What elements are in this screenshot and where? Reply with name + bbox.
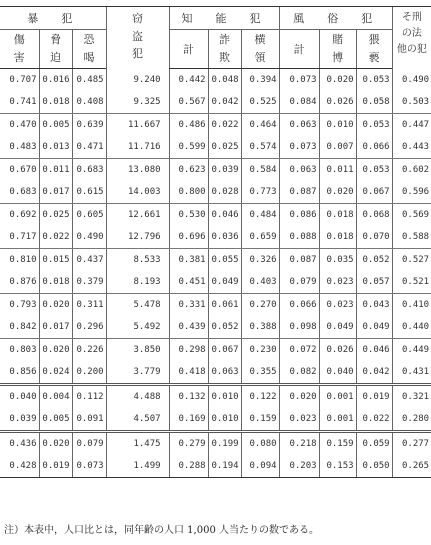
table-cell: 0.061: [208, 294, 241, 317]
table-row: [0, 339, 431, 362]
table-cell: 0.490: [392, 69, 431, 92]
table-cell: 0.381: [169, 249, 208, 272]
table-cell: 0.052: [208, 316, 241, 339]
table-cell: 0.403: [241, 271, 279, 294]
table-cell: 0.001: [319, 408, 356, 432]
table-cell: 0.013: [39, 136, 72, 159]
table-cell: 0.049: [208, 271, 241, 294]
table-cell: 0.020: [279, 385, 319, 409]
table-cell: 0.692: [9, 210, 37, 220]
table-cell: 0.048: [208, 69, 241, 92]
table-cell: 14.003: [106, 181, 169, 204]
table-cell: 0.639: [72, 114, 106, 137]
table-cell: 5.478: [106, 294, 169, 317]
table-cell: 0.010: [319, 114, 356, 137]
table-cell: 0.018: [39, 271, 72, 294]
table-row: [0, 136, 431, 159]
table-cell: 0.005: [39, 114, 72, 137]
table-cell: 0.063: [279, 114, 319, 137]
table-cell: 0.451: [169, 271, 208, 294]
table-cell: 0.153: [319, 455, 356, 478]
table-cell: 0.226: [72, 339, 106, 362]
table-cell: 0.010: [208, 385, 241, 409]
table-cell: 0.059: [356, 432, 392, 456]
table-cell: 0.046: [356, 339, 392, 362]
header-extortion: 恐 喝: [72, 30, 106, 69]
table-cell: 0.194: [208, 455, 241, 478]
table-cell: 0.017: [39, 316, 72, 339]
header-theft: [106, 7, 169, 69]
table-cell: 0.683: [72, 159, 106, 182]
table-cell: 0.447: [392, 114, 431, 137]
table-cell: 0.043: [356, 294, 392, 317]
table-cell: 1.475: [106, 432, 169, 456]
table-cell: 0.311: [72, 294, 106, 317]
header-morals-total: 計: [279, 30, 319, 69]
table-cell: 0.842: [0, 316, 39, 339]
table-cell: 0.053: [356, 114, 392, 137]
table-cell: 0.028: [208, 181, 241, 204]
header-obscenity: 猥 褻: [356, 30, 392, 69]
header-injury: 傷 害: [0, 30, 39, 69]
table-cell: 0.530: [169, 204, 208, 227]
table-row: [0, 249, 431, 272]
table-cell: 0.599: [169, 136, 208, 159]
table-cell: 0.159: [319, 432, 356, 456]
table-cell: 0.026: [319, 339, 356, 362]
table-row: [0, 385, 431, 409]
table-cell: 0.011: [319, 159, 356, 182]
table-cell: 0.066: [279, 294, 319, 317]
table-row: [0, 114, 431, 137]
table-cell: 0.072: [279, 339, 319, 362]
header-fraud: 詐 欺: [208, 30, 241, 69]
table-cell: 0.073: [279, 136, 319, 159]
table-cell: 0.018: [39, 91, 72, 114]
table-cell: 0.803: [9, 345, 37, 355]
table-cell: 0.741: [0, 91, 39, 114]
table-cell: 0.079: [72, 432, 106, 456]
table-cell: 0.298: [169, 339, 208, 362]
header-gambling: 賭 博: [319, 30, 356, 69]
table-cell: 0.574: [241, 136, 279, 159]
table-cell: 0.408: [72, 91, 106, 114]
table-cell: 0.696: [169, 226, 208, 249]
table-row: [0, 181, 431, 204]
table-row: [0, 204, 431, 227]
table-cell: 0.418: [169, 361, 208, 385]
table-cell: 0.490: [72, 226, 106, 249]
table-cell: 0.800: [169, 181, 208, 204]
table-cell: 0.066: [356, 136, 392, 159]
table-cell: 0.039: [0, 408, 39, 432]
table-cell: 12.661: [106, 204, 169, 227]
table-cell: 3.779: [106, 361, 169, 385]
table-cell: 0.485: [72, 69, 106, 92]
table-cell: 0.218: [279, 432, 319, 456]
table-cell: 0.052: [356, 249, 392, 272]
table-cell: 0.623: [169, 159, 208, 182]
table-cell: 0.856: [0, 361, 39, 385]
table-cell: 0.659: [241, 226, 279, 249]
header-other-penal: [392, 7, 431, 69]
table-cell: 0.288: [169, 455, 208, 478]
table-cell: 3.850: [106, 339, 169, 362]
table-cell: 0.296: [72, 316, 106, 339]
table-cell: 11.716: [106, 136, 169, 159]
table-row: [0, 91, 431, 114]
table-cell: 0.018: [319, 204, 356, 227]
table-row: [0, 159, 431, 182]
table-cell: 0.018: [319, 226, 356, 249]
table-cell: 0.321: [392, 385, 431, 409]
table-cell: 0.023: [319, 271, 356, 294]
table-cell: 9.325: [106, 91, 169, 114]
table-cell: 0.439: [169, 316, 208, 339]
table-cell: 0.707: [9, 75, 37, 85]
table-cell: 0.521: [392, 271, 431, 294]
table-cell: 0.379: [72, 271, 106, 294]
header-other-3: 他の犯: [396, 44, 427, 55]
table-row: [0, 316, 431, 339]
table-cell: 0.087: [279, 249, 319, 272]
table-cell: 0.471: [72, 136, 106, 159]
table-cell: 9.240: [106, 69, 169, 92]
table-cell: 8.533: [106, 249, 169, 272]
table-cell: 0.584: [241, 159, 279, 182]
table-cell: 0.035: [319, 249, 356, 272]
footnote: 注）本表中，人口比とは，同年齢の人口 1,000 人当たりの数である。: [4, 525, 319, 536]
table-row: [0, 361, 431, 385]
table-cell: 0.773: [241, 181, 279, 204]
table-cell: 0.569: [392, 204, 431, 227]
table-cell: 0.005: [39, 408, 72, 432]
table-cell: 0.169: [169, 408, 208, 432]
table-cell: 0.023: [279, 408, 319, 432]
table-cell: 0.087: [279, 181, 319, 204]
table-cell: 0.203: [279, 455, 319, 478]
table-cell: 0.079: [279, 271, 319, 294]
header-theft-2: 盗: [132, 29, 144, 43]
table-row: [0, 226, 431, 249]
table-cell: 0.428: [0, 455, 39, 478]
table-cell: 0.437: [72, 249, 106, 272]
header-violent-crime: 暴 犯: [0, 7, 106, 30]
table-row: [0, 294, 431, 317]
table-cell: 0.007: [319, 136, 356, 159]
header-intellectual-crime: 知 能 犯: [169, 7, 279, 30]
table-cell: 0.464: [241, 114, 279, 137]
table-cell: 0.046: [208, 204, 241, 227]
table-cell: 0.431: [392, 361, 431, 385]
table-cell: 0.132: [169, 385, 208, 409]
table-cell: 0.073: [279, 69, 319, 92]
table-cell: 0.525: [241, 91, 279, 114]
table-cell: 0.025: [39, 204, 72, 227]
table-cell: 0.019: [39, 455, 72, 478]
table-cell: 0.122: [241, 385, 279, 409]
table-cell: 0.394: [241, 69, 279, 92]
table-cell: 0.683: [0, 181, 39, 204]
table-cell: 0.527: [392, 249, 431, 272]
table-cell: 0.040: [9, 392, 37, 402]
table-cell: 0.449: [392, 339, 431, 362]
table-cell: 0.058: [356, 91, 392, 114]
table-cell: 0.004: [39, 385, 72, 409]
table-cell: 0.810: [9, 255, 37, 265]
table-cell: 0.050: [356, 455, 392, 478]
table-cell: 0.326: [241, 249, 279, 272]
table-cell: 0.020: [39, 432, 72, 456]
table-cell: 0.020: [319, 69, 356, 92]
table-cell: 0.026: [319, 91, 356, 114]
table-row: [0, 432, 431, 456]
table-cell: 0.022: [39, 226, 72, 249]
table-cell: 0.280: [392, 408, 431, 432]
table-cell: 0.094: [241, 455, 279, 478]
table-cell: 0.063: [279, 159, 319, 182]
header-embezzlement: 横 領: [241, 30, 279, 69]
table-cell: 0.040: [319, 361, 356, 385]
table-cell: 0.503: [392, 91, 431, 114]
table-cell: 0.020: [39, 294, 72, 317]
table-cell: 1.499: [106, 455, 169, 478]
table-row: [0, 455, 431, 478]
table-cell: 0.042: [356, 361, 392, 385]
table-cell: 0.053: [356, 159, 392, 182]
table-cell: 0.443: [392, 136, 431, 159]
table-cell: 0.876: [0, 271, 39, 294]
table-cell: 0.596: [392, 181, 431, 204]
table-cell: 0.068: [356, 204, 392, 227]
table-cell: 0.022: [208, 114, 241, 137]
table-cell: 0.042: [208, 91, 241, 114]
header-threat: 脅 迫: [39, 30, 72, 69]
table-cell: 0.023: [319, 294, 356, 317]
table-cell: 4.507: [106, 408, 169, 432]
table-cell: 0.055: [208, 249, 241, 272]
table-cell: 0.355: [241, 361, 279, 385]
table-cell: 0.470: [9, 120, 37, 130]
table-cell: 0.080: [241, 432, 279, 456]
table-cell: 4.488: [106, 385, 169, 409]
table-cell: 0.388: [241, 316, 279, 339]
table-cell: 0.073: [72, 455, 106, 478]
table-cell: 0.001: [319, 385, 356, 409]
table-cell: 0.053: [356, 69, 392, 92]
table-cell: 0.265: [392, 455, 431, 478]
table-cell: 0.793: [9, 300, 37, 310]
table-cell: 0.605: [72, 204, 106, 227]
table-cell: 0.063: [208, 361, 241, 385]
table-cell: 0.230: [241, 339, 279, 362]
table-cell: 0.717: [0, 226, 39, 249]
table-cell: 0.049: [356, 316, 392, 339]
table-cell: 0.082: [279, 361, 319, 385]
table-cell: 0.086: [279, 204, 319, 227]
table-cell: 0.112: [72, 385, 106, 409]
table-cell: 8.193: [106, 271, 169, 294]
table-cell: 0.436: [9, 439, 37, 449]
table-cell: 0.020: [39, 339, 72, 362]
table-cell: 11.667: [106, 114, 169, 137]
table-cell: 0.039: [208, 159, 241, 182]
table-cell: 0.017: [39, 181, 72, 204]
table-cell: 0.588: [392, 226, 431, 249]
table-cell: 5.492: [106, 316, 169, 339]
table-cell: 0.049: [319, 316, 356, 339]
header-other-1: そ刑: [401, 12, 422, 23]
crime-rate-table: [0, 6, 431, 478]
table-cell: 0.200: [72, 361, 106, 385]
table-cell: 0.670: [9, 165, 37, 175]
table-cell: 0.010: [208, 408, 241, 432]
table-cell: 0.567: [169, 91, 208, 114]
table-cell: 0.011: [39, 159, 72, 182]
table-cell: 0.067: [208, 339, 241, 362]
header-other-2: の法: [401, 28, 422, 39]
table-cell: 0.024: [39, 361, 72, 385]
table-body: [0, 69, 431, 478]
table-cell: 0.483: [0, 136, 39, 159]
table-cell: 0.015: [39, 249, 72, 272]
table-cell: 0.279: [169, 432, 208, 456]
table-cell: 0.084: [279, 91, 319, 114]
table-row: [0, 69, 431, 92]
table-cell: 0.070: [356, 226, 392, 249]
table-cell: 0.019: [356, 385, 392, 409]
table-cell: 0.602: [392, 159, 431, 182]
table-cell: 0.331: [169, 294, 208, 317]
table-cell: 0.025: [208, 136, 241, 159]
table-row: [0, 271, 431, 294]
table-cell: 0.440: [392, 316, 431, 339]
table-cell: 0.067: [356, 181, 392, 204]
table-cell: 13.080: [106, 159, 169, 182]
table-cell: 0.022: [356, 408, 392, 432]
table-cell: 0.442: [169, 69, 208, 92]
header-morals-crime: 風 俗 犯: [279, 7, 392, 30]
table-cell: 0.036: [208, 226, 241, 249]
table-cell: 0.277: [392, 432, 431, 456]
table-cell: 0.484: [241, 204, 279, 227]
table-row: [0, 408, 431, 432]
table-cell: 0.098: [279, 316, 319, 339]
table-cell: 0.199: [208, 432, 241, 456]
table-cell: 0.159: [241, 408, 279, 432]
table-cell: 0.270: [241, 294, 279, 317]
table-cell: 0.091: [72, 408, 106, 432]
header-theft-3: 犯: [132, 47, 144, 61]
table-cell: 0.016: [39, 69, 72, 92]
table-cell: 12.796: [106, 226, 169, 249]
table-cell: 0.410: [392, 294, 431, 317]
table-cell: 0.088: [279, 226, 319, 249]
table-cell: 0.020: [319, 181, 356, 204]
header-intellectual-total: 計: [169, 30, 208, 69]
header-theft-1: 窃: [132, 12, 144, 25]
table-cell: 0.057: [356, 271, 392, 294]
table-cell: 0.486: [169, 114, 208, 137]
table-cell: 0.615: [72, 181, 106, 204]
